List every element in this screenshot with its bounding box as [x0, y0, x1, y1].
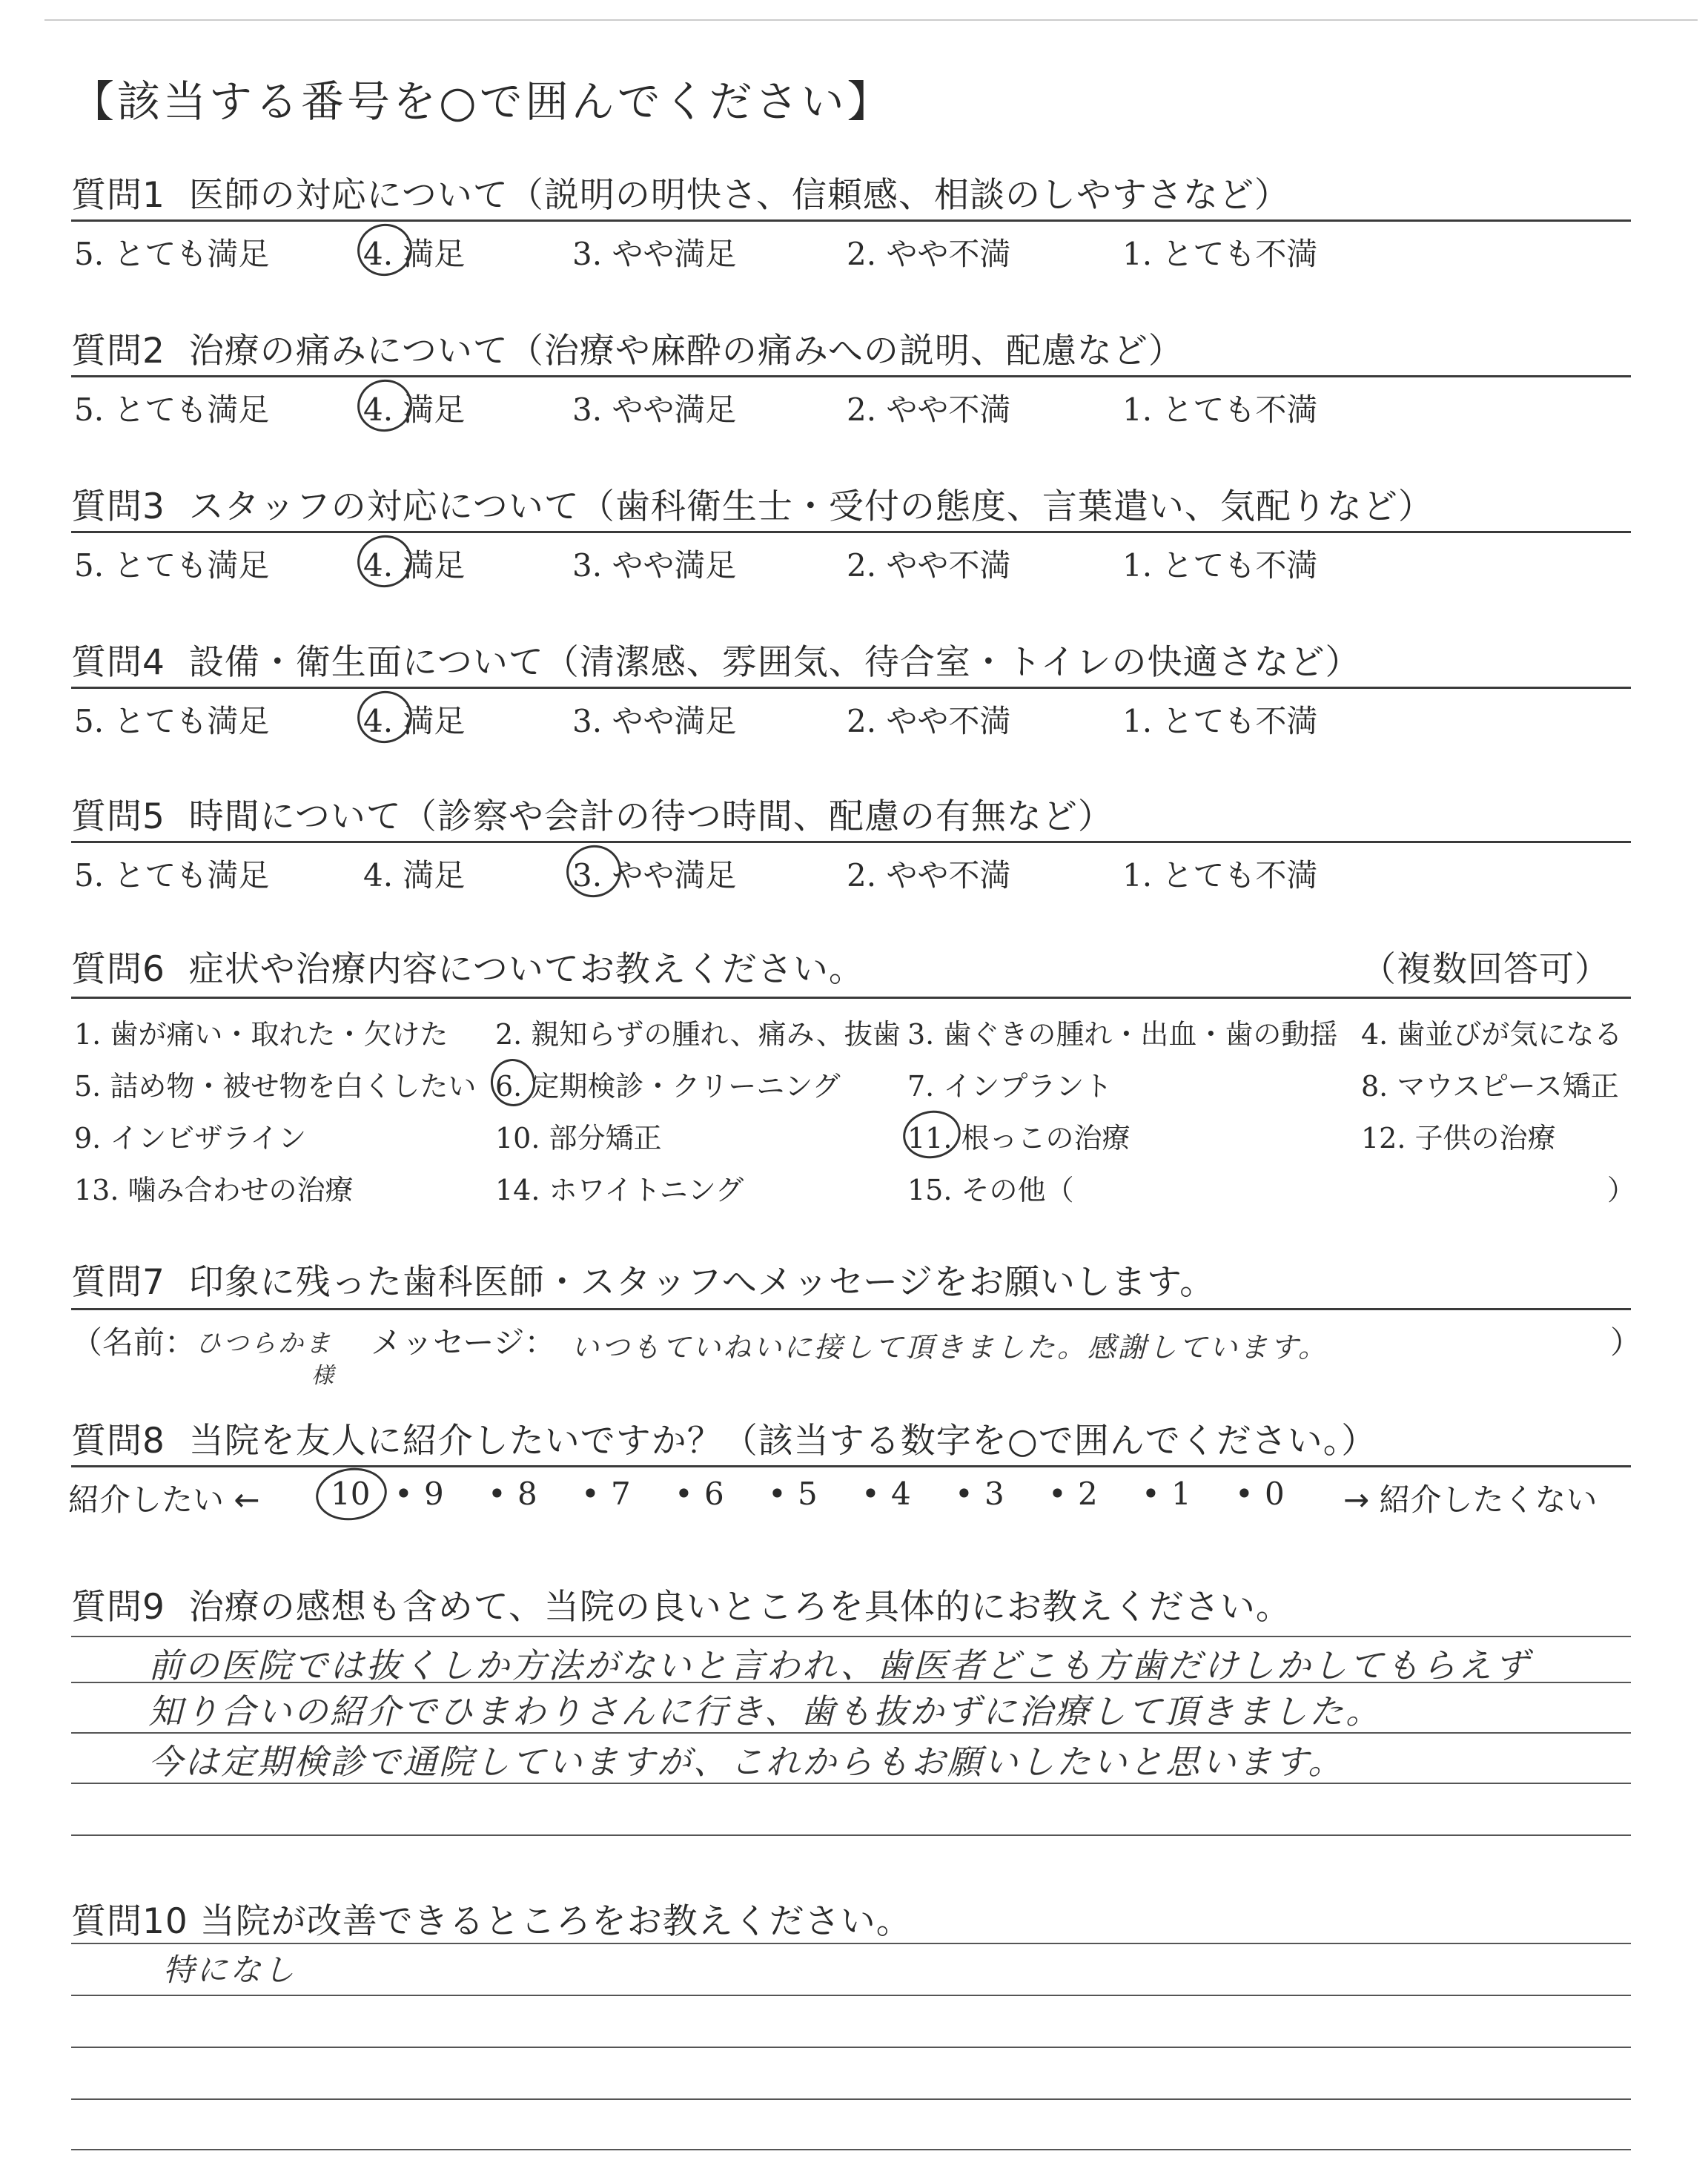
q2-rule — [71, 375, 1631, 377]
q7-name-suffix: 様 — [311, 1363, 336, 1389]
q2-option[interactable]: 5. とても満足 — [74, 392, 270, 428]
q3-option[interactable]: 5. とても満足 — [74, 547, 270, 584]
q7-close: ） — [1610, 1324, 1642, 1361]
page-title: 【該当する番号を○で囲んでください】 — [71, 76, 893, 127]
q2-option[interactable]: 2. やや不満 — [847, 392, 1011, 428]
q3-title — [71, 479, 1434, 529]
q1-option[interactable]: 4. 満足 — [363, 236, 466, 272]
q7-text: 印象に残った歯科医師・スタッフへメッセージをお願いします。 — [188, 1262, 1216, 1303]
q9-answer-text: 今は定期検診で通院していますが、これからもお願いしたいと思います。 — [148, 1742, 1345, 1782]
q6-option[interactable]: ） — [1607, 1174, 1636, 1206]
q5-option[interactable]: 2. やや不満 — [847, 857, 1011, 894]
q4-text: 設備・衛生面について（清潔感、雰囲気、待合室・トイレの快適さなど） — [188, 642, 1361, 683]
q1-option[interactable]: 2. やや不満 — [847, 236, 1011, 272]
q2-option[interactable]: 4. 満足 — [363, 392, 466, 428]
q6-option[interactable]: 14. ホワイトニング — [495, 1174, 744, 1206]
q6-text: 症状や治療内容についてお教えください。 — [188, 949, 864, 990]
q10-label: 質問10 — [71, 1901, 188, 1942]
q2-label: 質問2 — [71, 331, 165, 371]
q10-answer-line — [71, 1995, 1631, 1996]
q9-title — [71, 1579, 1291, 1629]
q8-text: 当院を友人に紹介したいですか？（該当する数字を○で囲んでください。） — [188, 1421, 1377, 1462]
q2-text: 治療の痛みについて（治療や麻酔の痛みへの説明、配慮など） — [188, 331, 1184, 371]
q8-scale-separator: • — [488, 1476, 506, 1512]
q8-scale-number[interactable]: 3 — [984, 1476, 1004, 1512]
q6-rule — [71, 997, 1631, 999]
q3-text: スタッフの対応について（歯科衛生士・受付の態度、言葉遣い、気配りなど） — [188, 486, 1434, 527]
q8-right-label: → 紹介したくない — [1343, 1482, 1598, 1518]
q1-option[interactable]: 1. とても不満 — [1122, 236, 1318, 272]
q9-label: 質問9 — [71, 1587, 165, 1628]
q8-scale-separator: • — [1048, 1476, 1067, 1512]
q8-label: 質問8 — [71, 1421, 165, 1462]
q3-option[interactable]: 1. とても不満 — [1122, 547, 1318, 584]
q10-title — [71, 1894, 912, 1943]
q1-title — [71, 168, 1290, 217]
q8-scale-number[interactable]: 5 — [798, 1476, 818, 1512]
q8-scale-separator: • — [955, 1476, 973, 1512]
q6-option[interactable]: 13. 噛み合わせの治療 — [74, 1174, 354, 1206]
q8-scale-number[interactable]: 6 — [704, 1476, 724, 1512]
q7-message-label: メッセージ： — [371, 1324, 556, 1361]
q1-rule — [71, 219, 1631, 222]
q6-option[interactable]: 9. インビザライン — [74, 1122, 307, 1155]
q8-scale-number[interactable]: 4 — [891, 1476, 911, 1512]
q4-option[interactable]: 3. やや満足 — [572, 703, 737, 739]
q10-answer-line — [71, 2047, 1631, 2048]
q9-text: 治療の感想も含めて、当院の良いところを具体的にお教えください。 — [188, 1587, 1291, 1628]
q2-option[interactable]: 1. とても不満 — [1122, 392, 1318, 428]
q3-option[interactable]: 2. やや不満 — [847, 547, 1011, 584]
q4-option[interactable]: 5. とても満足 — [74, 703, 270, 739]
q6-title — [71, 942, 864, 991]
q4-label: 質問4 — [71, 642, 165, 683]
q5-text: 時間について（診察や会計の待つ時間、配慮の有無など） — [188, 796, 1113, 837]
q3-option[interactable]: 3. やや満足 — [572, 547, 737, 584]
q5-option[interactable]: 3. やや満足 — [572, 857, 737, 894]
q4-title — [71, 635, 1361, 684]
q9-answer-text: 前の医院では抜くしか方法がないと言われ、歯医者どこも方歯だけしかしてもらえず — [148, 1645, 1531, 1685]
q8-scale-number[interactable]: 10 — [331, 1476, 371, 1512]
q8-scale-separator: • — [768, 1476, 787, 1512]
q9-answer-line — [71, 1636, 1631, 1637]
q10-text: 当院が改善できるところをお教えください。 — [199, 1901, 912, 1942]
q1-text: 医師の対応について（説明の明快さ、信頼感、相談のしやすさなど） — [188, 175, 1290, 216]
q3-label: 質問3 — [71, 486, 165, 527]
q10-answer-line — [71, 1943, 1631, 1944]
q1-option[interactable]: 5. とても満足 — [74, 236, 270, 272]
q6-option[interactable]: 1. 歯が痛い・取れた・欠けた — [74, 1018, 448, 1051]
q8-scale-number[interactable]: 1 — [1171, 1476, 1191, 1512]
q8-scale-number[interactable]: 0 — [1265, 1476, 1285, 1512]
q6-option[interactable]: 8. マウスピース矯正 — [1361, 1070, 1619, 1103]
q10-answer-line — [71, 2149, 1631, 2150]
q7-name-label: （名前： — [71, 1324, 196, 1361]
q7-name-value[interactable]: ひつらかま — [196, 1329, 333, 1358]
q5-rule — [71, 841, 1631, 843]
q5-option[interactable]: 4. 満足 — [363, 857, 466, 894]
q8-scale-separator: • — [861, 1476, 880, 1512]
q4-option[interactable]: 2. やや不満 — [847, 703, 1011, 739]
q4-option[interactable]: 4. 満足 — [363, 703, 466, 739]
q10-answer-text: 特になし — [163, 1952, 297, 1988]
q6-option[interactable]: 7. インプラント — [907, 1070, 1113, 1103]
q8-scale-separator: • — [675, 1476, 693, 1512]
q5-label: 質問5 — [71, 796, 165, 837]
q7-rule — [71, 1308, 1631, 1310]
q6-option[interactable]: 2. 親知らずの腫れ、痛み、抜歯 — [495, 1018, 901, 1051]
q8-scale-number[interactable]: 2 — [1078, 1476, 1098, 1512]
q9-answer-text: 知り合いの紹介でひまわりさんに行き、歯も抜かずに治療して頂きました。 — [148, 1691, 1383, 1731]
q6-option[interactable]: 3. 歯ぐきの腫れ・出血・歯の動揺 — [907, 1018, 1338, 1051]
q8-selected-circle — [313, 1464, 391, 1525]
q7-label: 質問7 — [71, 1262, 165, 1303]
q8-scale-separator: • — [1235, 1476, 1254, 1512]
q6-option[interactable]: 4. 歯並びが気になる — [1361, 1018, 1623, 1051]
q6-option[interactable]: 5. 詰め物・被せ物を白くしたい — [74, 1070, 477, 1103]
top-edge — [44, 19, 1698, 21]
q5-option[interactable]: 1. とても不満 — [1122, 857, 1318, 894]
q8-title — [71, 1413, 1377, 1463]
q10-answer-line — [71, 2098, 1631, 2100]
q8-left-label: 紹介したい ← — [68, 1482, 260, 1518]
q6-option[interactable]: 10. 部分矯正 — [495, 1122, 662, 1155]
q6-option[interactable]: 12. 子供の治療 — [1361, 1122, 1556, 1155]
q1-label: 質問1 — [71, 175, 165, 216]
q6-option[interactable]: 11. 根っこの治療 — [907, 1122, 1131, 1155]
q8-rule — [71, 1465, 1631, 1467]
q2-option[interactable]: 3. やや満足 — [572, 392, 737, 428]
q8-scale-separator: • — [394, 1476, 413, 1512]
q6-option[interactable]: 6. 定期検診・クリーニング — [495, 1070, 841, 1103]
q7-title — [71, 1255, 1215, 1304]
q4-option[interactable]: 1. とても不満 — [1122, 703, 1318, 739]
q6-label: 質問6 — [71, 949, 165, 990]
q4-rule — [71, 687, 1631, 689]
q2-title — [71, 323, 1184, 373]
q8-scale-separator: • — [1142, 1476, 1160, 1512]
q6-option[interactable]: 15. その他（ — [907, 1174, 1074, 1206]
q8-scale-number[interactable]: 9 — [424, 1476, 444, 1512]
q8-scale-number[interactable]: 7 — [611, 1476, 631, 1512]
q3-rule — [71, 531, 1631, 533]
q8-scale-separator: • — [581, 1476, 600, 1512]
q5-title — [71, 789, 1113, 839]
q5-option[interactable]: 5. とても満足 — [74, 857, 270, 894]
q6-note: （複数回答可） — [1361, 949, 1610, 990]
q1-option[interactable]: 3. やや満足 — [572, 236, 737, 272]
q3-option[interactable]: 4. 満足 — [363, 547, 466, 584]
q9-answer-line — [71, 1834, 1631, 1836]
q8-scale-number[interactable]: 8 — [517, 1476, 537, 1512]
q7-message-value[interactable]: いつもていねいに接して頂きました。感謝しています。 — [571, 1331, 1328, 1364]
